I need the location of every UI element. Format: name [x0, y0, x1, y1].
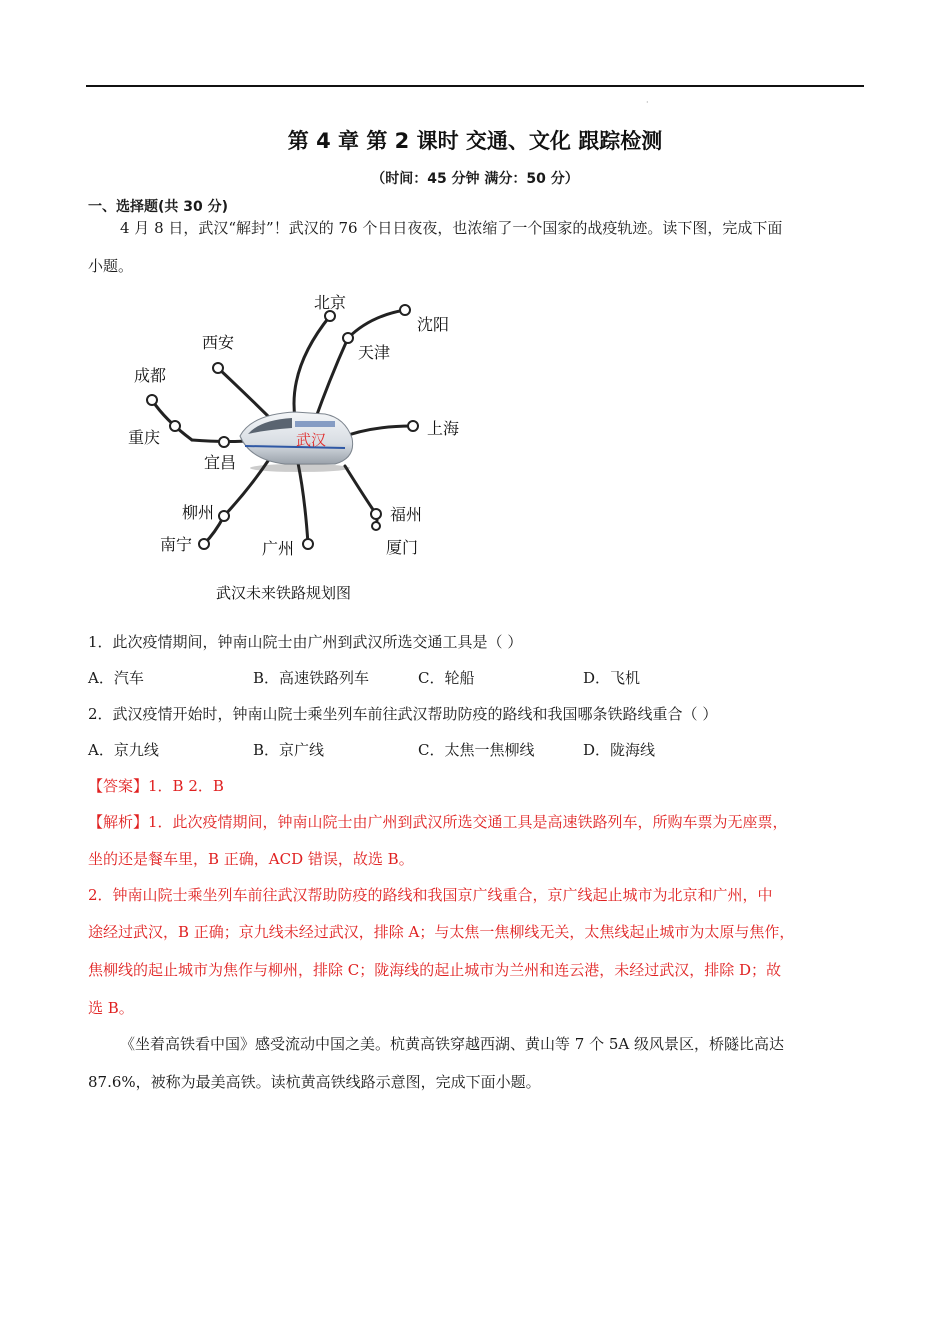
station-beijing — [325, 311, 335, 321]
q2-option-a: A．京九线 — [88, 741, 159, 759]
section-heading: 一、选择题(共 30 分) — [88, 199, 229, 215]
figure-caption: 武汉未来铁路规划图 — [216, 584, 352, 602]
q2-option-d: D．陇海线 — [583, 741, 656, 759]
station-guangzhou — [303, 539, 313, 549]
label-shanghai: 上海 — [427, 419, 460, 438]
label-liuzhou: 柳州 — [182, 503, 215, 522]
answer-line: 【答案】1．B 2．B — [88, 777, 224, 795]
q2-option-c: C．太焦一焦柳线 — [418, 741, 535, 759]
analysis-line3: 2．钟南山院士乘坐列车前往武汉帮助防疫的路线和我国京广线重合，京广线起止城市为北京和广州，中 — [88, 886, 773, 904]
analysis-line1: 【解析】1．此次疫情期间，钟南山院士由广州到武汉所选交通工具是高速铁路列车，所购车票为无座票， — [88, 813, 788, 831]
station-shenyang — [400, 305, 410, 315]
intro1-line1: 4 月 8 日，武汉“解封”！武汉的 76 个日日夜夜，也浓缩了一个国家的战疫轨迹。读下图，完成下面 — [120, 219, 783, 237]
label-chongqing: 重庆 — [128, 428, 161, 447]
center-city-label: 武汉 — [296, 431, 327, 449]
page-title: 第 4 章 第 2 课时 交通、文化 跟踪检测 — [287, 129, 663, 153]
q2-stem: 2．武汉疫情开始时，钟南山院士乘坐列车前往武汉帮助防疫的路线和我国哪条铁路线重合（ ） — [88, 705, 718, 723]
analysis-line4: 途经过武汉，B 正确；京九线未经过武汉，排除 A；与太焦一焦柳线无关，太焦线起止城市为太原与焦作， — [88, 923, 795, 941]
analysis-line5: 焦柳线的起止城市为焦作与柳州，排除 C；陇海线的起止城市为兰州和连云港，未经过武汉，排除 D；故 — [88, 961, 782, 979]
label-tianjin: 天津 — [358, 343, 391, 362]
q2-option-b: B．京广线 — [253, 741, 325, 759]
page-subtitle: （时间：45 分钟 满分：50 分） — [371, 171, 579, 187]
route-beijing — [294, 316, 330, 418]
station-liuzhou — [219, 511, 229, 521]
route-guangzhou — [298, 463, 308, 544]
station-tianjin — [343, 333, 353, 343]
route-fuzhou — [345, 466, 376, 514]
station-shanghai — [408, 421, 418, 431]
intro2-line2: 87.6%，被称为最美高铁。读杭黄高铁线路示意图，完成下面小题。 — [88, 1073, 541, 1091]
railway-map-figure — [120, 288, 480, 608]
station-chengdu — [147, 395, 157, 405]
intro1-line2: 小题。 — [88, 257, 134, 275]
label-xiamen: 厦门 — [386, 538, 419, 557]
q1-option-d: D．飞机 — [583, 669, 641, 687]
station-fuzhou — [371, 509, 381, 519]
label-yichang: 宜昌 — [204, 453, 237, 472]
label-xian: 西安 — [202, 333, 235, 352]
q1-option-a: A．汽车 — [88, 669, 144, 687]
header-rule — [86, 85, 864, 87]
label-chengdu: 成都 — [134, 366, 167, 385]
label-beijing: 北京 — [314, 293, 347, 312]
label-guangzhou: 广州 — [262, 539, 295, 558]
q1-option-b: B．高速铁路列车 — [253, 669, 370, 687]
intro2-line1: 《坐着高铁看中国》感受流动中国之美。杭黄高铁穿越西湖、黄山等 7 个 5A 级风景区，桥隧比高达 — [120, 1035, 784, 1053]
analysis-line2: 坐的还是餐车里，B 正确，ACD 错误，故选 B。 — [88, 850, 414, 868]
analysis-line6: 选 B。 — [88, 999, 134, 1017]
station-nanning — [199, 539, 209, 549]
station-chongqing — [170, 421, 180, 431]
header-dot: · — [646, 98, 649, 107]
route-tianjin — [315, 338, 348, 420]
q1-stem: 1．此次疫情期间，钟南山院士由广州到武汉所选交通工具是（ ） — [88, 633, 523, 651]
label-nanning: 南宁 — [160, 535, 193, 554]
q1-option-c: C．轮船 — [418, 669, 475, 687]
route-shenyang — [348, 310, 405, 338]
label-fuzhou: 福州 — [390, 505, 423, 524]
label-shenyang: 沈阳 — [417, 315, 450, 334]
station-xian — [213, 363, 223, 373]
station-yichang — [219, 437, 229, 447]
station-xiamen — [372, 522, 380, 530]
